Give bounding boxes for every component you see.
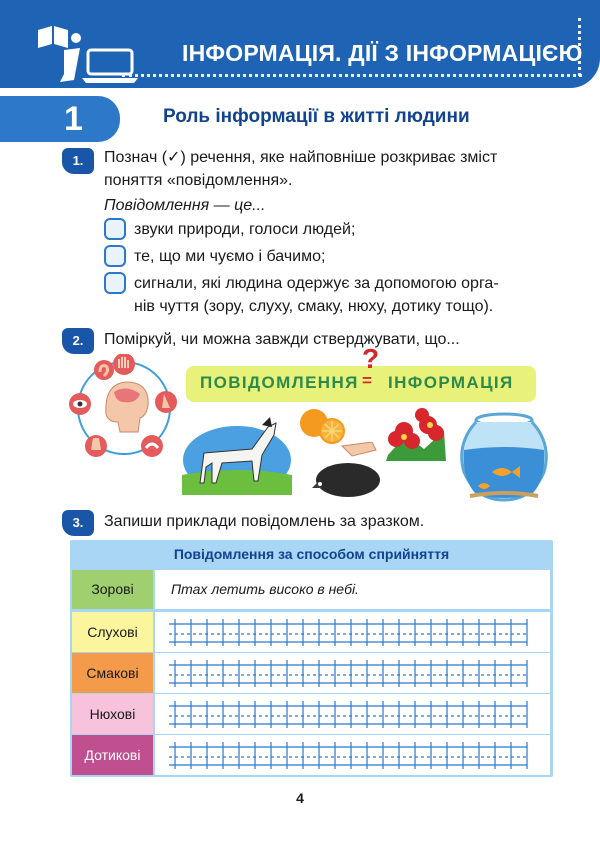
chapter-title: ІНФОРМАЦІЯ. ДІЇ З ІНФОРМАЦІЄЮ xyxy=(182,40,583,66)
page-header xyxy=(0,0,600,88)
banner-equals-sign: = xyxy=(362,371,374,390)
option-2-text: те, що ми чуємо і бачимо; xyxy=(134,248,326,265)
dotted-divider xyxy=(122,74,582,78)
banner-question-mark: ? xyxy=(362,343,381,374)
writing-grid xyxy=(155,694,550,734)
writing-grid xyxy=(155,653,550,693)
row-label-auditory: Слухові xyxy=(72,612,153,652)
lesson-number: 1 xyxy=(64,100,83,138)
red-flowers-image xyxy=(384,405,448,463)
option-1-text: звуки природи, голоси людей; xyxy=(134,221,356,238)
howling-dog-image xyxy=(182,405,292,495)
option-2-checkbox[interactable] xyxy=(104,245,126,267)
writing-grid xyxy=(155,735,550,775)
task-1-prompt-line1: Познач (✓) речення, яке найповніше розкриває зміст xyxy=(104,149,498,166)
banner-left-word: ПОВІДОМЛЕННЯ xyxy=(200,373,359,392)
row-label-taste: Смакові xyxy=(72,653,153,693)
senses-diagram-image xyxy=(66,354,182,462)
hedgehog-image xyxy=(312,442,382,498)
row-cell-taste[interactable] xyxy=(155,653,550,693)
option-3-text-line1: сигнали, які людина одержує за допомогою орга- xyxy=(134,275,499,292)
row-cell-touch[interactable] xyxy=(155,735,550,775)
task-1-prompt-line2: поняття «повідомлення». xyxy=(104,172,293,189)
row-cell-smell[interactable] xyxy=(155,694,550,734)
row-cell-auditory[interactable] xyxy=(155,612,550,652)
goldfish-bowl-image xyxy=(456,410,552,502)
lesson-title: Роль інформації в житті людини xyxy=(163,106,470,127)
task-3-badge: 3. xyxy=(62,510,94,536)
lesson-number-tab xyxy=(0,96,120,142)
row-label-smell: Нюхові xyxy=(72,694,153,734)
task-2-badge: 2. xyxy=(62,328,94,354)
option-1-checkbox[interactable] xyxy=(104,218,126,240)
task-3-prompt: Запиши приклади повідомлень за зразком. xyxy=(104,513,425,530)
row-label-touch: Дотикові xyxy=(72,735,153,775)
row-example-text: Птах летить високо в небі. xyxy=(171,581,359,597)
task-1-lead: Повідомлення — це... xyxy=(104,197,266,214)
dotted-divider-vertical xyxy=(578,18,582,76)
page-number: 4 xyxy=(296,790,304,806)
writing-grid xyxy=(155,612,550,652)
table-header: Повідомлення за способом сприйняття xyxy=(173,546,450,562)
oranges-image xyxy=(298,405,348,445)
option-3-checkbox[interactable] xyxy=(104,272,126,294)
row-label-visual: Зорові xyxy=(72,570,153,609)
task-2-prompt: Поміркуй, чи можна завжди стверджувати, що... xyxy=(104,331,460,348)
option-3-text-line2: нів чуття (зору, слуху, смаку, нюху, дотику тощо). xyxy=(134,298,494,315)
task-1-badge: 1. xyxy=(62,148,94,174)
banner-right-word: ІНФОРМАЦІЯ xyxy=(388,373,514,392)
